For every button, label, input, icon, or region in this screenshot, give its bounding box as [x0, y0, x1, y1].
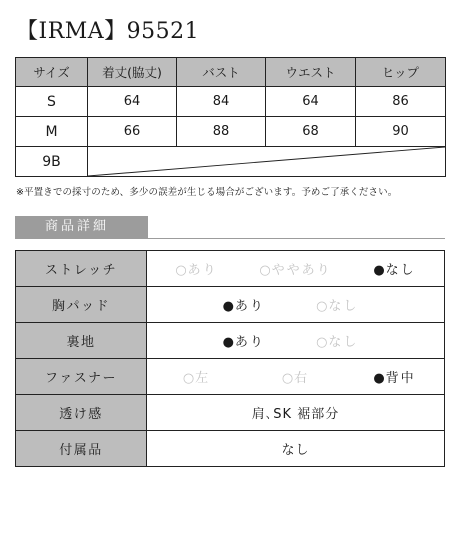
page-title: 【IRMA】95521: [16, 19, 200, 44]
size-label: M: [16, 117, 88, 147]
detail-row-accessories: [16, 431, 445, 467]
option: ○なし: [316, 335, 359, 350]
option-selected: ●あり: [222, 299, 265, 314]
detail-options: [147, 287, 445, 323]
size-table-header-row: [16, 58, 446, 87]
option-selected: ●背中: [373, 371, 416, 386]
table-cell: 88: [177, 117, 266, 147]
detail-value: 肩､SK 裾部分: [147, 395, 445, 431]
detail-label: ストレッチ: [16, 251, 147, 287]
detail-table: [15, 250, 445, 467]
detail-label: 付属品: [16, 431, 147, 467]
option-selected: ●なし: [373, 263, 416, 278]
option: ○なし: [316, 299, 359, 314]
header-length: 着丈(脇丈): [88, 58, 177, 87]
table-row: [16, 117, 446, 147]
detail-label: ファスナー: [16, 359, 147, 395]
detail-label: 透け感: [16, 395, 147, 431]
option: ○ややあり: [259, 263, 332, 278]
detail-row-lining: [16, 323, 445, 359]
detail-row-stretch: [16, 251, 445, 287]
table-cell: 84: [177, 87, 266, 117]
detail-options: [147, 359, 445, 395]
not-available-cell: [88, 147, 446, 177]
option: ○左: [182, 371, 211, 386]
header-bust: バスト: [177, 58, 266, 87]
detail-label: 裏地: [16, 323, 147, 359]
detail-options: [147, 251, 445, 287]
detail-options: [147, 323, 445, 359]
header-waist: ウエスト: [266, 58, 356, 87]
detail-value: なし: [147, 431, 445, 467]
measurement-note: ※平置きでの採寸のため、多少の誤差が生じる場合がございます。予めご了承ください。: [16, 187, 398, 198]
table-row: [16, 87, 446, 117]
option: ○あり: [175, 263, 218, 278]
section-tab-product-details: 商品詳細: [15, 216, 148, 238]
option-selected: ●あり: [222, 335, 265, 350]
detail-row-bust-pad: [16, 287, 445, 323]
detail-row-zipper: [16, 359, 445, 395]
table-cell: 64: [266, 87, 356, 117]
detail-label: 胸パッド: [16, 287, 147, 323]
section-divider: [15, 238, 445, 239]
detail-row-sheerness: [16, 395, 445, 431]
header-hip: ヒップ: [356, 58, 446, 87]
header-size: サイズ: [16, 58, 88, 87]
size-label: 9B: [16, 147, 88, 177]
table-cell: 66: [88, 117, 177, 147]
size-table: [15, 57, 446, 177]
table-cell: 86: [356, 87, 446, 117]
table-cell: 90: [356, 117, 446, 147]
option: ○右: [281, 371, 310, 386]
table-row: [16, 147, 446, 177]
table-cell: 64: [88, 87, 177, 117]
size-label: S: [16, 87, 88, 117]
diagonal-line: [88, 147, 445, 176]
table-cell: 68: [266, 117, 356, 147]
